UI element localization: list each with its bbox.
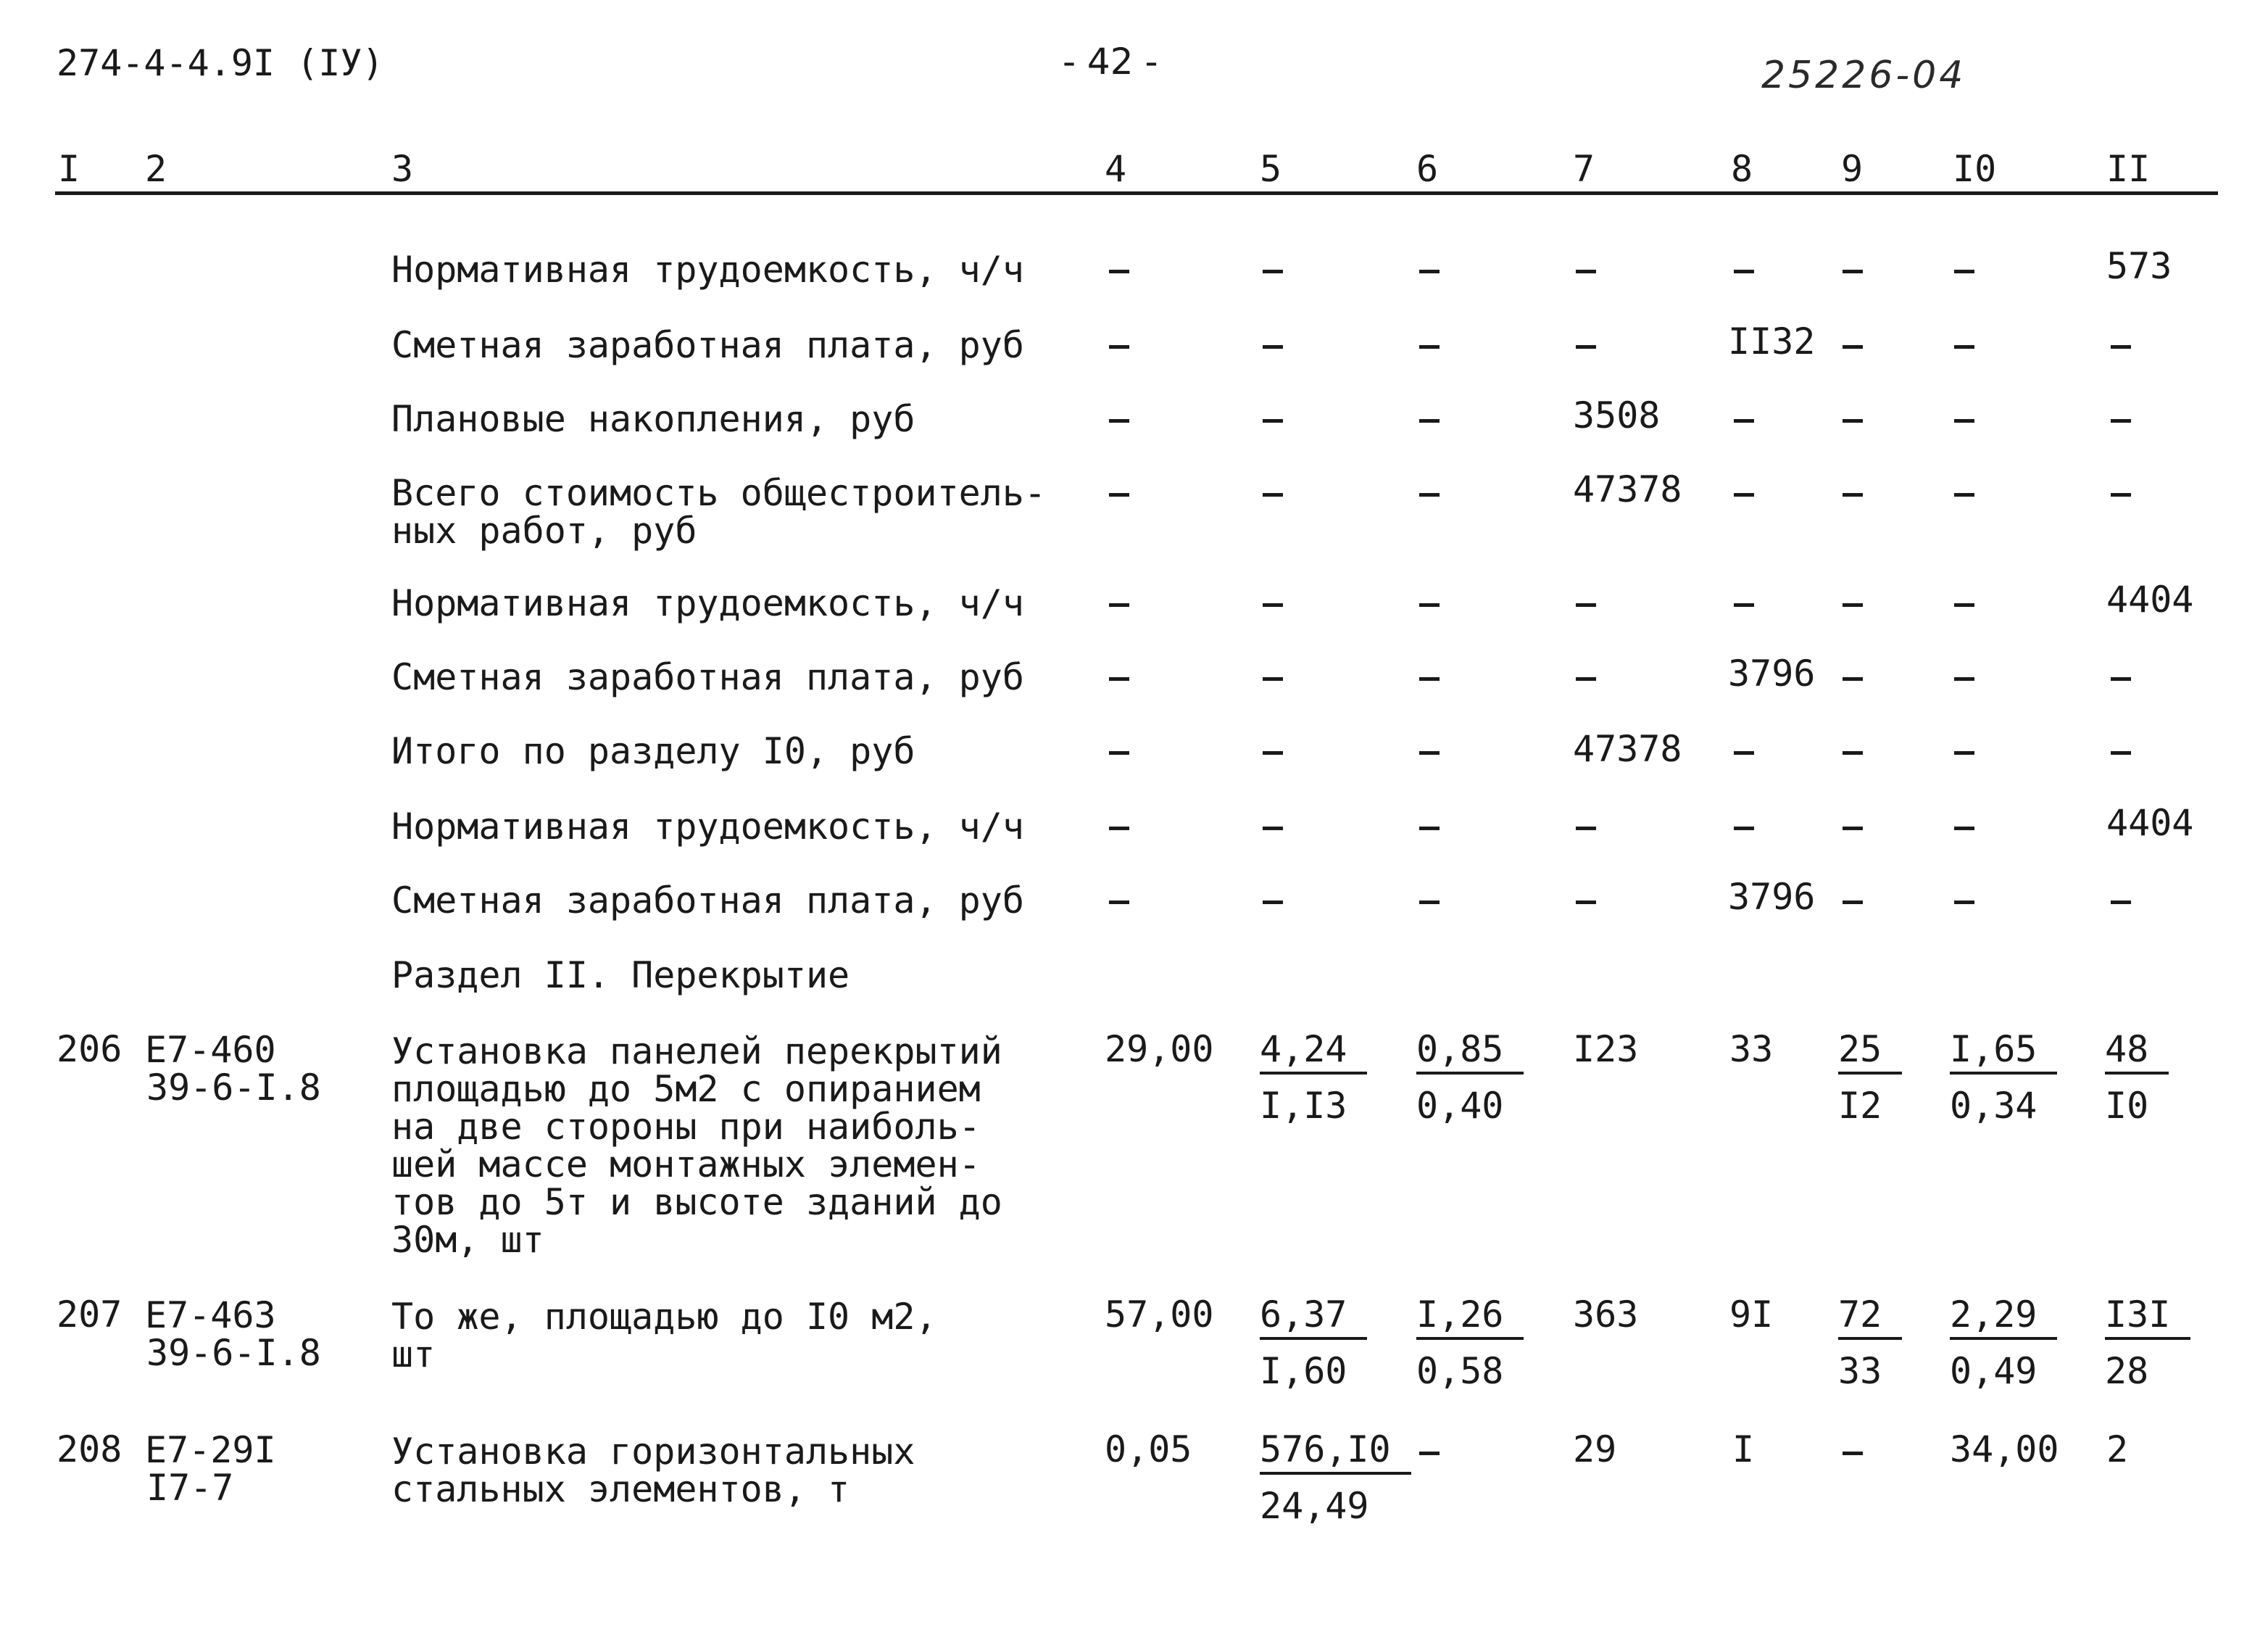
empty-cell-dash xyxy=(1734,419,1754,423)
item-col11: $\frac{I3I}{28}$ xyxy=(2105,1296,2190,1389)
empty-cell-dash xyxy=(1843,419,1863,423)
empty-cell-dash xyxy=(1109,493,1129,497)
item-col9: $\frac{72}{33}$ xyxy=(1838,1296,1902,1389)
empty-cell-dash xyxy=(1954,419,1974,423)
item-col11: $\frac{48}{I0}$ xyxy=(2105,1031,2169,1124)
summary-row-desc: Всего стоимость общестроитель- ных работ, руб xyxy=(391,472,1047,552)
item-quantity: 57,00 xyxy=(1105,1293,1214,1336)
col-num-1: I xyxy=(58,148,80,190)
item-col7: 29 xyxy=(1573,1428,1617,1470)
item-col10: $\frac{I,65}{0,34}$ xyxy=(1950,1031,2057,1124)
empty-cell-dash xyxy=(1954,751,1974,755)
empty-cell-dash xyxy=(1109,270,1129,273)
empty-cell-dash xyxy=(1954,493,1974,497)
empty-cell-dash xyxy=(1843,493,1863,497)
empty-cell-dash xyxy=(1843,345,1863,349)
empty-cell-dash xyxy=(1419,493,1440,497)
summary-value: 3508 xyxy=(1573,394,1661,436)
empty-cell-dash xyxy=(1734,603,1754,607)
summary-row-desc: Итого по разделу I0, руб xyxy=(391,730,915,772)
empty-cell-dash xyxy=(1954,677,1974,681)
empty-cell-dash xyxy=(1419,827,1440,830)
summary-value: 47378 xyxy=(1573,728,1682,770)
item-col10: $\frac{2,29}{0,49}$ xyxy=(1950,1296,2057,1389)
summary-row-desc: Нормативная трудоемкость, ч/ч xyxy=(391,806,1024,848)
empty-cell-dash xyxy=(1734,270,1754,273)
empty-cell-dash xyxy=(1109,751,1129,755)
item-col10: 34,00 xyxy=(1950,1428,2059,1470)
item-col5: $\frac{576,I0}{24,49}$ xyxy=(1260,1431,1411,1524)
empty-cell-dash xyxy=(1843,270,1863,273)
summary-row-desc: Сметная заработная плата, руб xyxy=(391,879,1024,922)
document-code: 274-4-4.9I (IУ) xyxy=(57,42,384,84)
item-code: Е7-463 39-6-I.8 xyxy=(145,1294,321,1374)
empty-cell-dash xyxy=(1263,345,1283,349)
empty-cell-dash xyxy=(2111,419,2131,423)
item-col5: $\frac{4,24}{I,I3}$ xyxy=(1260,1031,1367,1124)
empty-cell-dash xyxy=(1843,901,1863,904)
empty-cell-dash xyxy=(1419,419,1440,423)
empty-cell-dash xyxy=(1263,677,1283,681)
empty-cell-dash xyxy=(1263,270,1283,273)
summary-value: 573 xyxy=(2106,245,2172,287)
item-quantity: 29,00 xyxy=(1105,1028,1214,1070)
summary-row-desc: Сметная заработная плата, руб xyxy=(391,324,1024,366)
empty-cell-dash xyxy=(1734,751,1754,755)
empty-cell-dash xyxy=(2111,901,2131,904)
item-description: То же, площадью до I0 м2, шт xyxy=(391,1296,937,1375)
section-title: Раздел II. Перекрытие xyxy=(391,954,850,996)
item-col6: $\frac{0,85}{0,40}$ xyxy=(1416,1031,1524,1124)
col-num-2: 2 xyxy=(145,148,167,190)
empty-cell-dash xyxy=(1109,603,1129,607)
item-col8: 9I xyxy=(1729,1293,1774,1336)
empty-cell-dash xyxy=(1263,493,1283,497)
col-num-10: I0 xyxy=(1953,148,1997,190)
empty-cell-dash xyxy=(1419,1452,1440,1455)
col-num-11: II xyxy=(2106,148,2151,190)
empty-cell-dash xyxy=(2111,751,2131,755)
summary-row-desc: Нормативная трудоемкость, ч/ч xyxy=(391,249,1024,291)
empty-cell-dash xyxy=(2111,677,2131,681)
col-num-3: 3 xyxy=(391,148,414,190)
summary-value: II32 xyxy=(1728,320,1816,363)
empty-cell-dash xyxy=(1419,901,1440,904)
empty-cell-dash xyxy=(1576,901,1596,904)
item-description: Установка горизонтальных стальных элементов, т xyxy=(391,1431,915,1510)
summary-row-desc: Нормативная трудоемкость, ч/ч xyxy=(391,582,1024,624)
empty-cell-dash xyxy=(1109,677,1129,681)
empty-cell-dash xyxy=(1843,827,1863,830)
empty-cell-dash xyxy=(1734,827,1754,830)
summary-value: 4404 xyxy=(2106,579,2194,621)
item-col11: 2 xyxy=(2106,1428,2129,1470)
header-rule xyxy=(55,191,2218,195)
empty-cell-dash xyxy=(1109,345,1129,349)
item-code: Е7-460 39-6-I.8 xyxy=(145,1029,321,1109)
item-number: 208 xyxy=(57,1428,122,1470)
empty-cell-dash xyxy=(1419,345,1440,349)
col-num-9: 9 xyxy=(1841,148,1864,190)
empty-cell-dash xyxy=(1576,677,1596,681)
empty-cell-dash xyxy=(1109,419,1129,423)
empty-cell-dash xyxy=(1954,901,1974,904)
empty-cell-dash xyxy=(1843,1452,1863,1455)
handwritten-reference: 25226-04 xyxy=(1761,54,1966,97)
item-description: Установка панелей перекрытий площадью до 5м2 с опиранием на две стороны при наиболь- шей массе монтажных элемен- тов до 5т и высоте зданий до 30м, шт xyxy=(391,1030,1002,1261)
empty-cell-dash xyxy=(2111,493,2131,497)
empty-cell-dash xyxy=(1263,603,1283,607)
empty-cell-dash xyxy=(1263,751,1283,755)
item-col7: I23 xyxy=(1573,1028,1639,1070)
empty-cell-dash xyxy=(1263,901,1283,904)
col-num-6: 6 xyxy=(1416,148,1439,190)
empty-cell-dash xyxy=(2111,345,2131,349)
empty-cell-dash xyxy=(1576,603,1596,607)
empty-cell-dash xyxy=(1843,751,1863,755)
empty-cell-dash xyxy=(1954,603,1974,607)
col-num-4: 4 xyxy=(1105,148,1127,190)
empty-cell-dash xyxy=(1419,270,1440,273)
empty-cell-dash xyxy=(1263,419,1283,423)
item-quantity: 0,05 xyxy=(1105,1428,1192,1470)
empty-cell-dash xyxy=(1954,270,1974,273)
empty-cell-dash xyxy=(1576,345,1596,349)
item-code: Е7-29I I7-7 xyxy=(145,1429,276,1509)
empty-cell-dash xyxy=(1576,827,1596,830)
empty-cell-dash xyxy=(1419,603,1440,607)
summary-value: 4404 xyxy=(2106,802,2194,844)
summary-row-desc: Плановые накопления, руб xyxy=(391,398,915,440)
empty-cell-dash xyxy=(1843,677,1863,681)
item-col8: 33 xyxy=(1729,1028,1774,1070)
item-number: 207 xyxy=(57,1293,122,1336)
item-number: 206 xyxy=(57,1028,122,1070)
empty-cell-dash xyxy=(1954,827,1974,830)
item-col7: 363 xyxy=(1573,1293,1639,1336)
item-col8: I xyxy=(1732,1428,1755,1470)
col-num-7: 7 xyxy=(1573,148,1595,190)
summary-value: 47378 xyxy=(1573,468,1682,510)
empty-cell-dash xyxy=(1419,677,1440,681)
empty-cell-dash xyxy=(1109,901,1129,904)
summary-row-desc: Сметная заработная плата, руб xyxy=(391,656,1024,698)
item-col9: $\frac{25}{I2}$ xyxy=(1838,1031,1902,1124)
empty-cell-dash xyxy=(1954,345,1974,349)
empty-cell-dash xyxy=(1843,603,1863,607)
page-number: - 42 - xyxy=(1063,41,1158,83)
empty-cell-dash xyxy=(1419,751,1440,755)
col-num-8: 8 xyxy=(1731,148,1753,190)
empty-cell-dash xyxy=(1109,827,1129,830)
item-col5: $\frac{6,37}{I,60}$ xyxy=(1260,1296,1367,1389)
empty-cell-dash xyxy=(1576,270,1596,273)
empty-cell-dash xyxy=(1263,827,1283,830)
summary-value: 3796 xyxy=(1728,876,1816,918)
col-num-5: 5 xyxy=(1260,148,1282,190)
summary-value: 3796 xyxy=(1728,653,1816,695)
empty-cell-dash xyxy=(1734,493,1754,497)
item-col6: $\frac{I,26}{0,58}$ xyxy=(1416,1296,1524,1389)
